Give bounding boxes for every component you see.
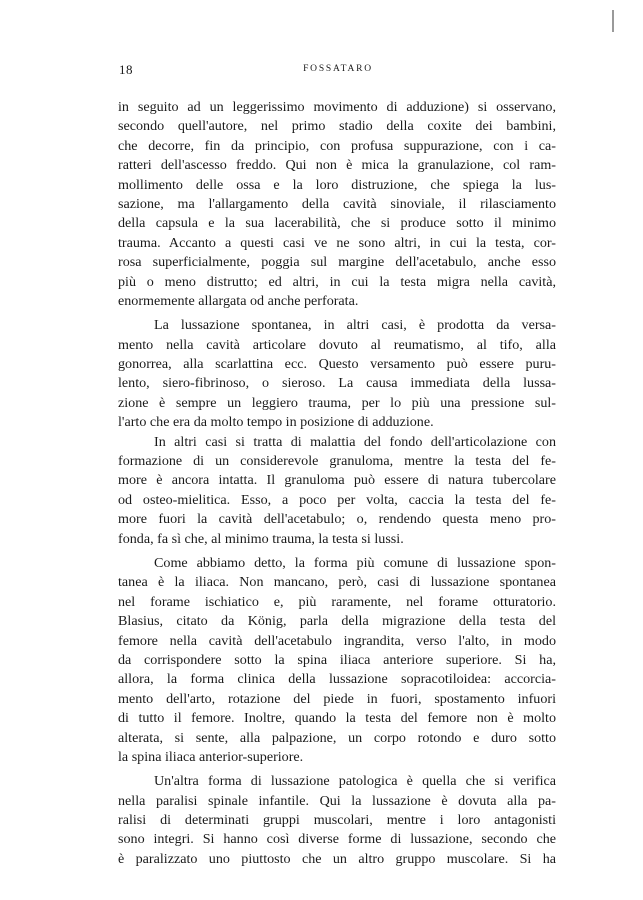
text-line: che decorre, fin da principio, con profusa suppurazione, con i ca- [118, 137, 556, 154]
text-line: more fuori la cavità dell'acetabulo; o, rendendo questa meno pro- [118, 511, 556, 528]
text-line: trauma. Accanto a questi casi ve ne sono altri, in cui la testa, cor- [118, 234, 556, 251]
text-line: allora, la forma clinica della lussazione sopracotiloidea: accorcia- [118, 671, 556, 688]
text-line: tanea è la iliaca. Non mancano, però, casi di lussazione spontanea [118, 574, 556, 591]
text-line: sono integri. Si hanno così diverse forme di lussazione, secondo che [118, 831, 556, 848]
text-line: l'arto che era da molto tempo in posizione di adduzione. [118, 414, 434, 431]
page-number: 18 [119, 62, 133, 77]
paragraph [118, 554, 556, 767]
page-edge-mark [612, 10, 614, 32]
text-line: sazione, ma l'allargamento della cavità sinoviale, il rilasciamento [118, 195, 556, 212]
text-line: secondo quell'autore, nel primo stadio della coxite dei bambini, [118, 118, 556, 135]
body-text [118, 98, 556, 869]
text-line: Come abbiamo detto, la forma più comune di lussazione spon- [154, 554, 556, 571]
text-line: zione è sempre un leggiero trauma, per lo più una pressione sul- [118, 394, 556, 411]
text-line: è paralizzato uno piuttosto che un altro gruppo muscolare. Si ha [118, 850, 556, 867]
text-line: In altri casi si tratta di malattia del fondo dell'articolazione con [154, 433, 556, 450]
text-line: enormemente allargata od anche perforata. [118, 292, 359, 309]
text-line: più o meno distrutto; ed altri, in cui la testa migra nella cavità, [118, 273, 556, 290]
text-line: La lussazione spontanea, in altri casi, è prodotta da versa- [154, 317, 556, 334]
text-line: femore nella cavità dell'acetabulo ingrandita, verso l'alto, in modo [118, 632, 556, 649]
text-line: alterata, si sente, alla palpazione, un corpo rotondo e duro sotto [118, 729, 556, 746]
text-line: mento dell'arto, rotazione del piede in fuori, spostamento infuori [118, 690, 556, 707]
text-line: in seguito ad un leggerissimo movimento di adduzione) si osservano, [118, 99, 556, 115]
text-line: da corrispondere sotto la spina iliaca anteriore superiore. Si ha, [118, 651, 556, 668]
text-line: rosa superficialmente, poggia sul margine dell'acetabulo, anche esso [118, 254, 556, 271]
text-line: fonda, fa sì che, al minimo trauma, la testa si lussi. [118, 530, 404, 547]
running-head: FOSSATARO [303, 64, 373, 74]
text-line: mollimento delle ossa e la loro distruzione, che spiega la lus- [118, 176, 556, 193]
text-line: ralisi di determinati gruppi muscolari, mentre i loro antagonisti [118, 812, 556, 829]
text-line: della capsula e la sua lacerabilità, che si produce sotto il minimo [118, 215, 556, 232]
text-line: gonorrea, alla scarlattina ecc. Questo versamento può essere puru- [118, 356, 556, 373]
text-line: di tutto il femore. Inoltre, quando la testa del femore non è molto [118, 710, 556, 727]
paragraph [118, 772, 556, 869]
text-line: od osteo-mielitica. Esso, a poco per volta, caccia la testa del fe- [118, 491, 556, 508]
paragraph [118, 98, 556, 311]
text-line: Blasius, citato da König, parla della migrazione della testa del [118, 613, 556, 630]
text-line: lento, siero-fibrinoso, o sieroso. La causa immediata della lussa- [118, 375, 556, 392]
text-line: nella paralisi spinale infantile. Qui la lussazione è dovuta alla pa- [118, 792, 556, 809]
text-line: more è ancora intatta. Il granuloma può essere di natura tubercolare [118, 472, 556, 489]
paragraph [118, 316, 556, 432]
page-header [119, 62, 557, 82]
text-line: ratteri dell'ascesso freddo. Qui non è mica la granulazione, col ram- [118, 157, 556, 174]
text-line: mento nella cavità articolare dovuto al reumatismo, al tifo, alla [118, 336, 556, 353]
paragraph [118, 433, 556, 549]
text-line: nel forame ischiatico e, più raramente, nel forame otturatorio. [118, 593, 556, 610]
text-line: formazione di un considerevole granuloma, mentre la testa del fe- [118, 453, 556, 470]
text-line: Un'altra forma di lussazione patologica è quella che si verifica [154, 773, 556, 790]
text-line: la spina iliaca anterior-superiore. [118, 748, 304, 765]
